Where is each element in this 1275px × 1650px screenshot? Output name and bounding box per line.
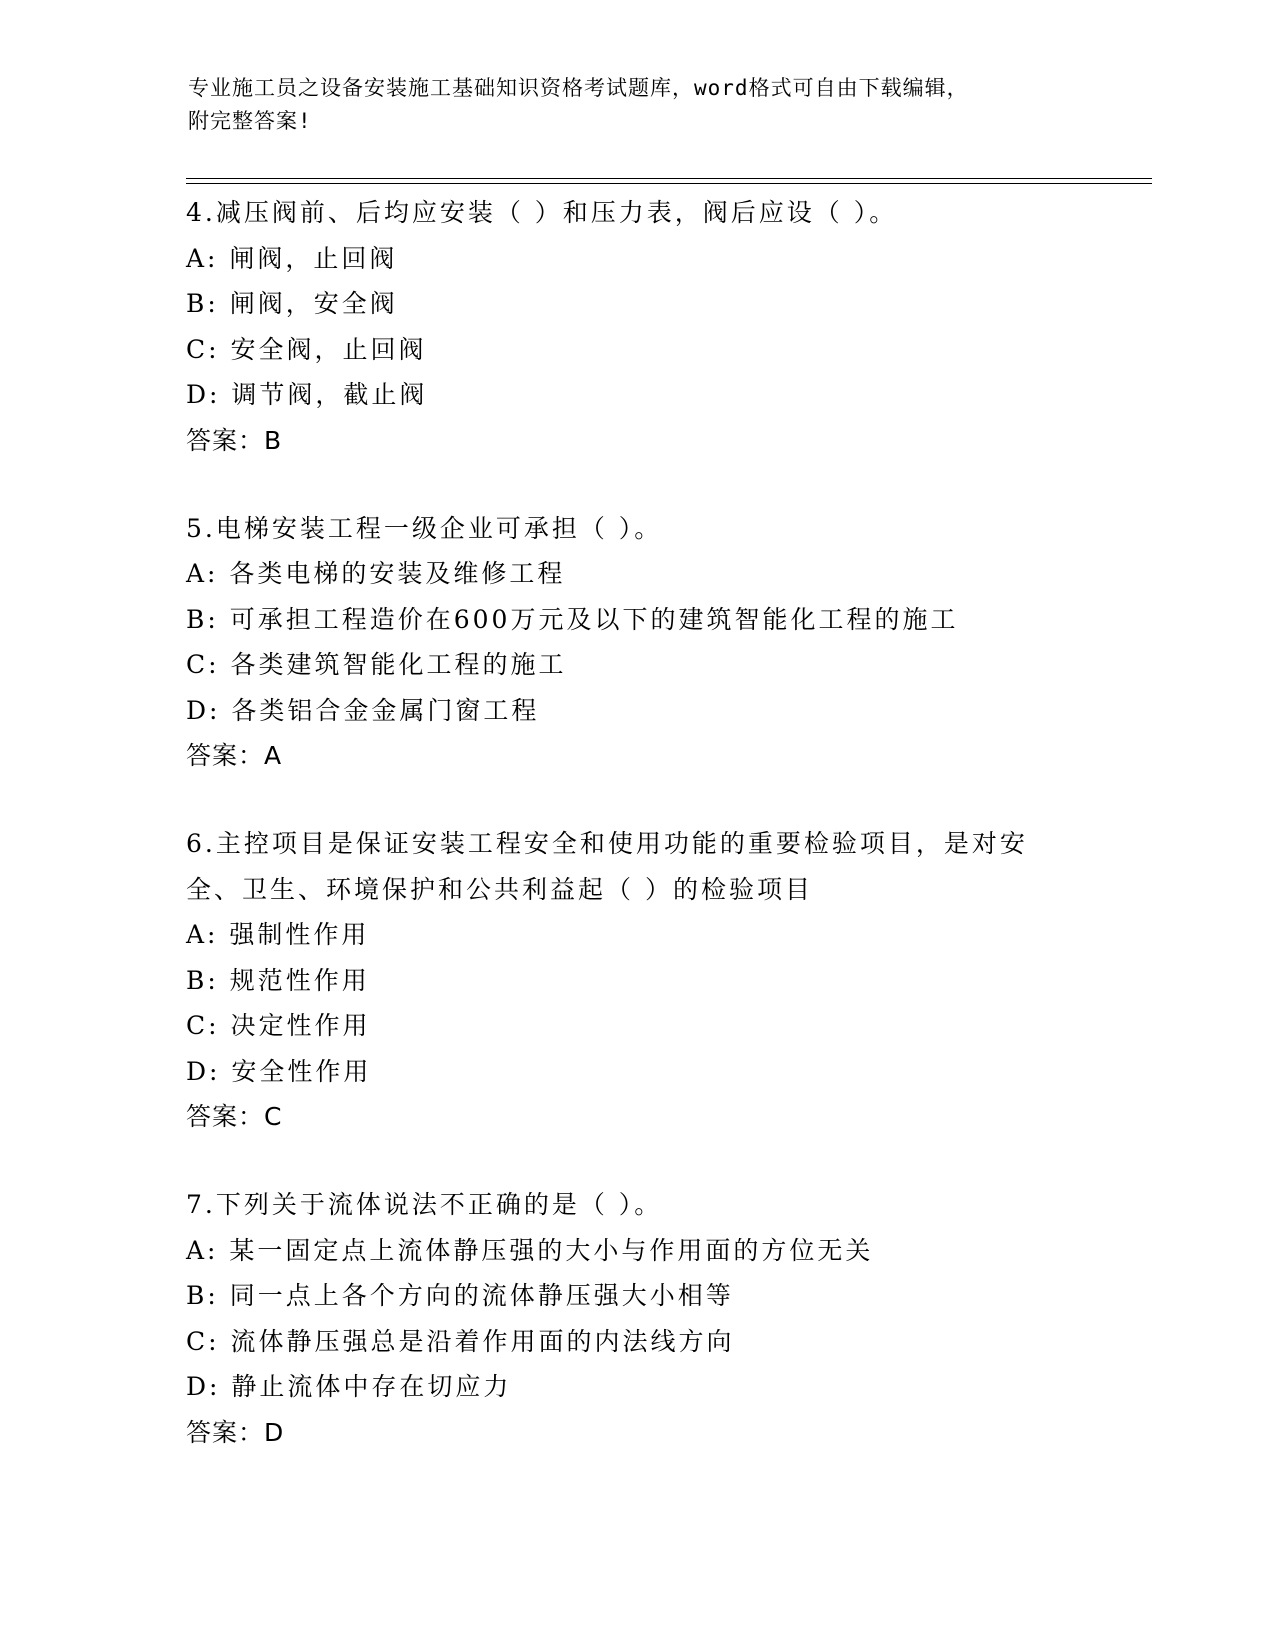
- answer-line: 答案：C: [186, 1102, 283, 1131]
- document-header: [188, 72, 1068, 138]
- option-c: C: 决定性作用: [186, 1011, 371, 1040]
- header-line-2: 附完整答案!: [188, 109, 312, 133]
- option-c: C: 各类建筑智能化工程的施工: [186, 650, 567, 679]
- option-a: A: 某一固定点上流体静压强的大小与作用面的方位无关: [186, 1235, 874, 1265]
- question-stem: 6.主控项目是保证安装工程安全和使用功能的重要检验项目，是对安: [186, 829, 1028, 858]
- option-b: B: 规范性作用: [186, 965, 370, 995]
- answer-line: 答案：D: [186, 1417, 285, 1447]
- question-list: [186, 190, 1086, 1498]
- option-d: D: 各类铝合金金属门窗工程: [186, 695, 540, 725]
- option-d: D: 调节阀，截止阀: [186, 380, 428, 409]
- answer-line: 答案：A: [186, 741, 283, 770]
- option-b: B: 同一点上各个方向的流体静压强大小相等: [186, 1281, 734, 1310]
- question-7: [186, 1182, 1086, 1456]
- header-line-1: 专业施工员之设备安装施工基础知识资格考试题库，word格式可自由下载编辑，: [188, 76, 969, 100]
- option-d: D: 静止流体中存在切应力: [186, 1372, 512, 1401]
- question-stem: 4.减压阀前、后均应安装（ ）和压力表，阀后应设（ ）。: [186, 198, 898, 227]
- question-4: [186, 190, 1086, 464]
- question-stem-continued: 全、卫生、环境保护和公共利益起（ ）的检验项目: [186, 874, 813, 904]
- option-b: B: 闸阀，安全阀: [186, 289, 398, 318]
- question-6: [186, 821, 1086, 1140]
- question-stem: 5.电梯安装工程一级企业可承担（ ）。: [186, 513, 663, 543]
- option-c: C: 流体静压强总是沿着作用面的内法线方向: [186, 1326, 735, 1356]
- header-divider-bottom: [186, 183, 1152, 184]
- option-c: C: 安全阀，止回阀: [186, 334, 427, 364]
- option-d: D: 安全性作用: [186, 1056, 372, 1086]
- question-stem: 7.下列关于流体说法不正确的是（ ）。: [186, 1190, 663, 1219]
- option-a: A: 强制性作用: [186, 920, 370, 949]
- header-divider-top: [186, 178, 1152, 179]
- option-a: A: 各类电梯的安装及维修工程: [186, 559, 566, 588]
- question-5: [186, 506, 1086, 780]
- option-b: B: 可承担工程造价在600万元及以下的建筑智能化工程的施工: [186, 604, 959, 634]
- option-a: A: 闸阀，止回阀: [186, 243, 398, 273]
- answer-line: 答案：B: [186, 425, 283, 455]
